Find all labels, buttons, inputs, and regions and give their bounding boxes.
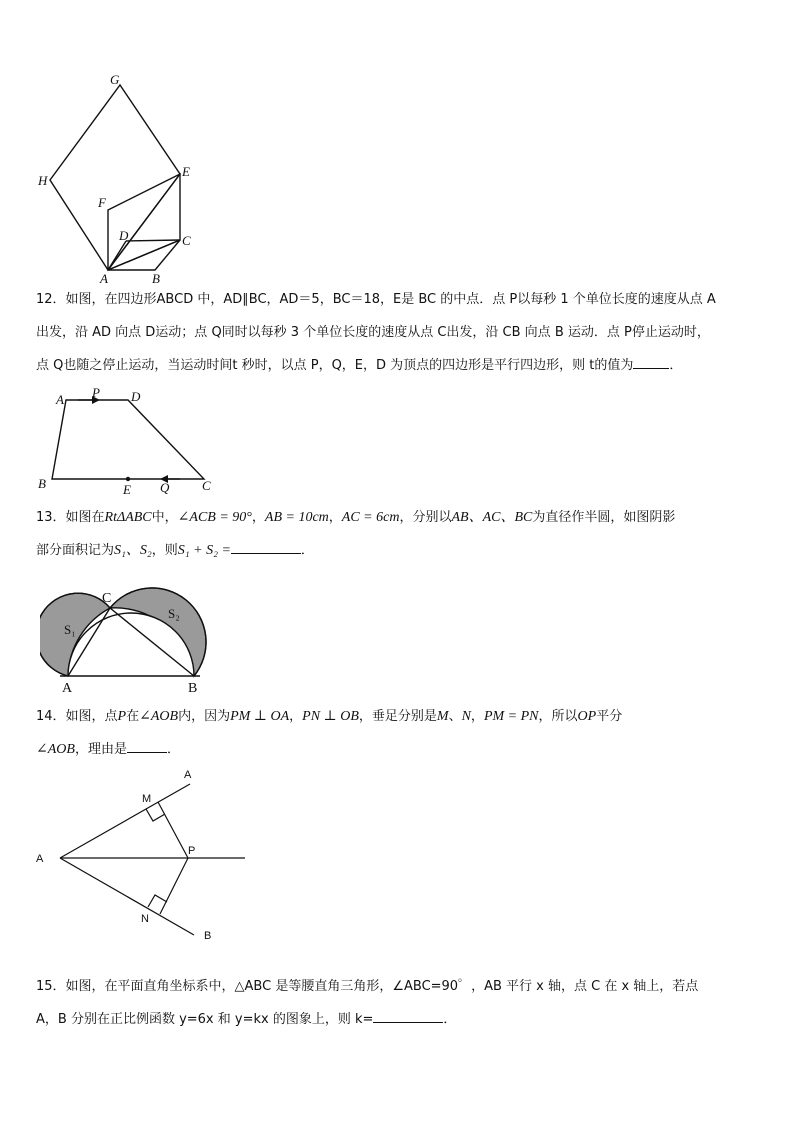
ray-oa [60,784,190,858]
q13-text: ，则 [151,543,178,558]
q14-text: ，垂足分别是 [358,709,437,724]
q14-text: ，理由是 [74,742,127,757]
label-b: B [188,681,198,696]
label-g: G [110,72,120,87]
q14-text: ， [470,709,484,724]
label-f: F [98,195,106,210]
label-d: D [119,228,129,243]
label-e: E [123,482,131,496]
figure-q13 [40,586,220,696]
label-h: H [38,173,48,188]
q12-line-1: 12．如图，在四边形ABCD 中，AD∥BC，AD＝5，BC＝18，E是 BC 的中点．点 P以每秒 1 个单位长度的速度从点 A [36,292,716,307]
label-b: B [204,930,212,942]
q14-text: ， [289,709,303,724]
question-12 [36,283,766,382]
q13-math-ab: AB = 10cm [264,510,329,525]
q14-math: PM = PN [483,709,539,724]
q14-math: P [117,709,127,724]
q14-line-2 [36,733,766,766]
q13-line-1 [36,501,766,534]
q15-line-2 [36,1003,766,1036]
q14-answer-blank [127,738,167,753]
q13-text: 为直径作半圆，如图阴影 [532,510,676,525]
q12-line-3 [36,349,766,382]
q13-math-angle: ∠ACB = 90° [177,510,252,525]
q13-text: ，分别以 [399,510,452,525]
label-n: N [141,913,149,925]
label-c: C [102,591,112,606]
q14-text: ，所以 [538,709,578,724]
q13-math-sides: AB、AC、BC [451,510,533,525]
q15-line-1: 15．如图，在平面直角坐标系中，△ABC 是等腰直角三角形，∠ABC=90゜，AB 平行 x 轴，点 C 在 x 轴上，若点 [36,979,699,994]
label-a: A [62,681,73,696]
q13-answer-blank [231,539,301,554]
q15-line-2-text: A，B 分别在正比例函数 y=6x 和 y=kx 的图象上，则 k= [36,1012,374,1027]
q14-text: 、 [448,709,462,724]
label-m: M [142,793,152,805]
q14-line-1 [36,700,766,733]
label-c: C [202,478,211,493]
q12-line-3-end: ． [669,358,683,373]
q13-text: ， [251,510,265,525]
label-p: P [92,386,100,400]
q14-text: 在 [126,709,140,724]
label-e: E [182,164,190,179]
label-a: A [56,392,64,407]
q13-text: 13．如图在 [36,510,105,525]
label-a-top: A [184,769,192,781]
question-15 [36,970,766,1036]
label-b: B [152,271,160,286]
q14-text: 平分 [596,709,623,724]
q14-math: PN ⊥ OB [302,709,359,724]
q14-math: ∠AOB [139,709,179,724]
rhombus-ghea [50,85,180,270]
label-a-left: A [36,853,44,865]
q13-text: ． [300,543,314,558]
q14-math: ∠AOB [36,742,75,757]
q14-math: M [436,709,449,724]
q13-text: 部分面积记为 [36,543,115,558]
segment-pn [160,858,188,914]
q15-line-2-end: ． [443,1012,457,1027]
label-d: D [131,389,141,404]
trapezoid-abcd [52,400,204,479]
q12-answer-blank [633,354,669,369]
q12-line-2: 出发，沿 AD 向点 D运动；点 Q同时以每秒 3 个单位长度的速度从点 C出发，沿 CB 向点 B 运动．点 P停止运动时， [36,325,710,340]
q13-text: 中， [151,510,178,525]
label-p: P [188,845,196,857]
q13-line-2 [36,534,766,567]
point-e [126,477,130,481]
segment-pm [158,802,188,858]
question-14 [36,700,766,766]
label-b: B [38,476,46,491]
q15-answer-blank [373,1008,443,1023]
q14-math: PM ⊥ OA [230,709,290,724]
question-13 [36,501,766,567]
label-a: A [100,271,108,286]
q13-math-sum: S₁ + S₂ = [177,543,231,558]
label-s2: S₂ [168,606,180,621]
q13-math-s: S₁、S₂ [114,543,152,558]
figure-q14 [30,764,260,944]
figure-q11 [30,70,210,288]
q14-text: 内，因为 [178,709,231,724]
q14-math: OP [577,709,597,724]
label-c: C [182,233,191,248]
q12-line-3-text: 点 Q也随之停止运动，当运动时间t 秒时，以点 P，Q，E，D 为顶点的四边形是平行四边形，则 t的值为 [36,358,634,373]
q13-math-ac: AC = 6cm [341,510,400,525]
label-s1: S₁ [64,622,76,637]
q13-text: ， [328,510,342,525]
figure-q12 [30,386,230,496]
ray-ob [60,858,194,935]
q14-math: N [461,709,471,724]
q14-text: 14．如图，点 [36,709,118,724]
q13-math-triangle: RtΔABC [104,510,152,525]
label-q: Q [160,480,170,495]
q14-text: ． [166,742,180,757]
